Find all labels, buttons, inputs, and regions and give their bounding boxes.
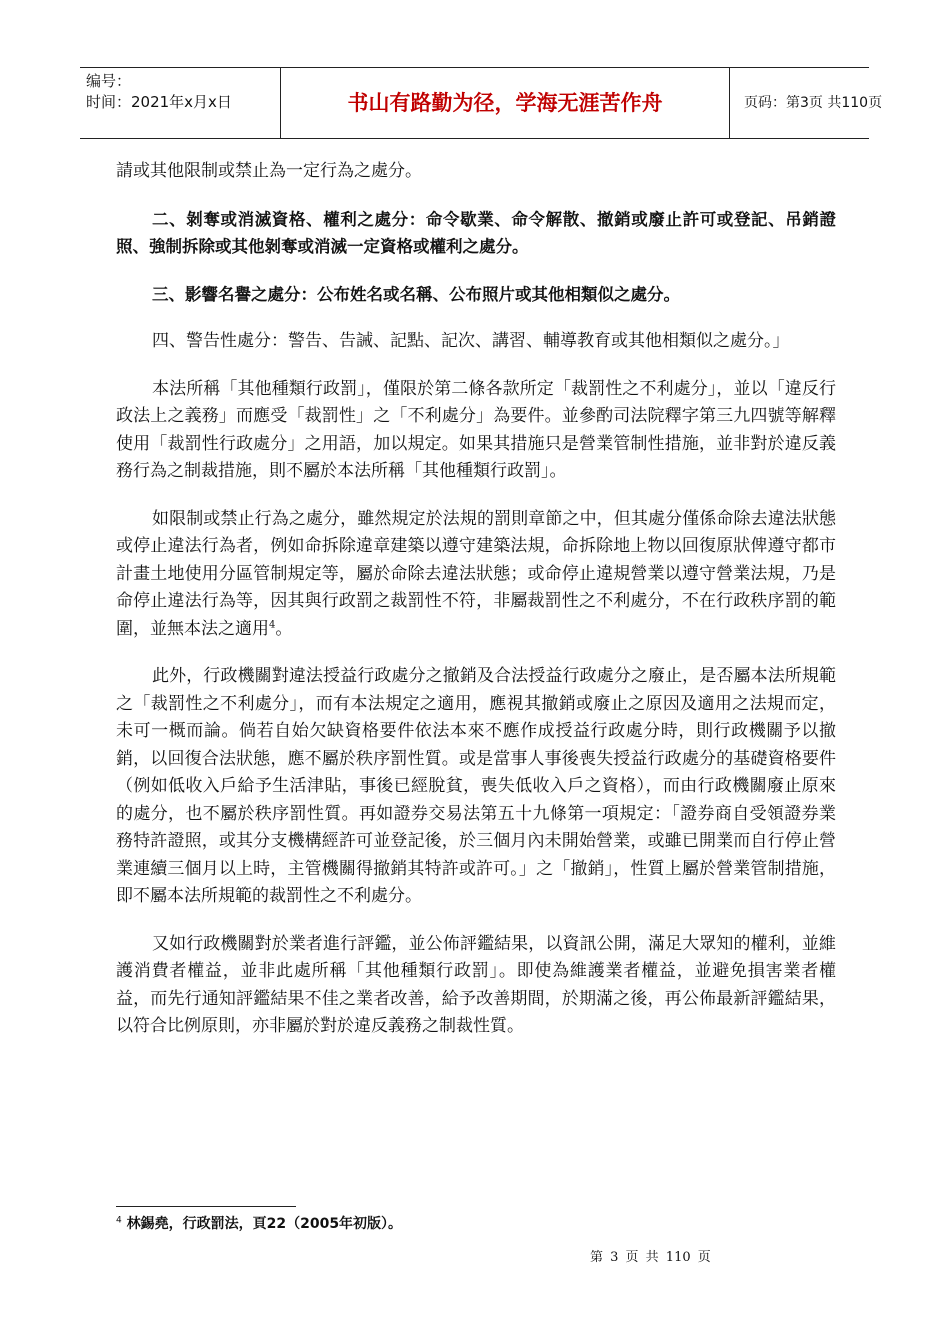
page-header (80, 67, 883, 139)
paragraph-3: 三、影響名譽之處分：公布姓名或名稱、公布照片或其他相類似之處分。 (152, 284, 680, 304)
header-page-label: 页码：第3页 共110页 (744, 95, 883, 111)
page-footer: 第 3 页 共 110 页 (590, 1250, 711, 1265)
paragraph-2: 二、剝奪或消滅資格、權利之處分：命令歇業、命令解散、撤銷或廢止許可或登記、吊銷證照、強制拆除或其他剝奪或消滅一定資格或權利之處分。 (116, 209, 836, 256)
header-motto: 书山有路勤为径，学海无涯苦作舟 (280, 68, 730, 138)
header-meta (80, 68, 280, 138)
footnote (116, 1213, 402, 1233)
document-body (116, 158, 836, 1041)
paragraph-6 (116, 506, 836, 644)
paragraph-8: 又如行政機關對於業者進行評鑑，並公佈評鑑結果，以資訊公開，滿足大眾知的權利，並維護消費者權益，並非此處所稱「其他種類行政罰」。即使為維護業者權益，並避免損害業者權益，而先行通知評鑑結果不佳之業者改善，給予改善期間，於期滿之後，再公佈最新評鑑結果，以符合比例原則，亦非屬於對於違反義務之制裁性質。 (116, 933, 836, 1036)
paragraph-7: 此外，行政機關對違法授益行政處分之撤銷及合法授益行政處分之廢止，是否屬本法所規範之「裁罰性之不利處分」，而有本法規定之適用，應視其撤銷或廢止之原因及適用之法規而定，未可一概而論。倘若自始欠缺資格要件依法本來不應作成授益行政處分時，則行政機關予以撤銷，以回復合法狀態，應不屬於秩序罰性質。或是當事人事後喪失授益行政處分的基礎資格要件（例如低收入戶給予生活津貼，事後已經脫貧，喪失低收入戶之資格），而由行政機關廢止原來的處分，也不屬於秩序罰性質。再如證券交易法第五十九條第一項規定：「證券商自受領證券業務特許證照，或其分支機構經許可並登記後，於三個月內未開始營業，或雖已開業而自行停止營業連續三個月以上時，主管機關得撤銷其特許或許可。」之「撤銷」，性質上屬於營業管制措施，即不屬本法所規範的裁罰性之不利處分。 (116, 666, 836, 906)
paragraph-6-text: 如限制或禁止行為之處分，雖然規定於法規的罰則章節之中，但其處分僅係命除去違法狀態或停止違法行為者，例如命拆除違章建築以遵守建築法規，命拆除地上物以回復原狀俾遵守都市計畫土地使用分區管制規定等，屬於命除去違法狀態；或命停止違規營業以遵守營業法規，乃是命停止違法行為等，因其與行政罰之裁罰性不符，非屬裁罰性之不利處分，不在行政秩序罰的範圍，並無本法之適用 (116, 508, 836, 639)
time-label: 时间：2021年x月x日 (86, 93, 232, 111)
footnote-separator (116, 1206, 296, 1207)
number-label: 编号： (86, 72, 132, 90)
paragraph-4: 四、警告性處分：警告、告誡、記點、記次、講習、輔導教育或其他相類似之處分。」 (152, 331, 790, 351)
footnote-mark: 4 (116, 1215, 122, 1226)
paragraph-5: 本法所稱「其他種類行政罰」，僅限於第二條各款所定「裁罰性之不利處分」，並以「違反行政法上之義務」而應受「裁罰性」之「不利處分」為要件。並參酌司法院釋字第三九四號等解釋使用「裁罰性行政處分」之用語，加以規定。如果其措施只是營業管制性措施，並非對於違反義務行為之制裁措施，則不屬於本法所稱「其他種類行政罰」。 (116, 378, 836, 481)
footnote-ref[interactable]: 4 (269, 618, 276, 630)
footnote-text: 林錫堯，行政罰法，頁22（2005年初版）。 (121, 1216, 403, 1232)
paragraph-6-end: 。 (275, 618, 293, 639)
paragraph-1: 請或其他限制或禁止為一定行為之處分。 (116, 161, 422, 181)
